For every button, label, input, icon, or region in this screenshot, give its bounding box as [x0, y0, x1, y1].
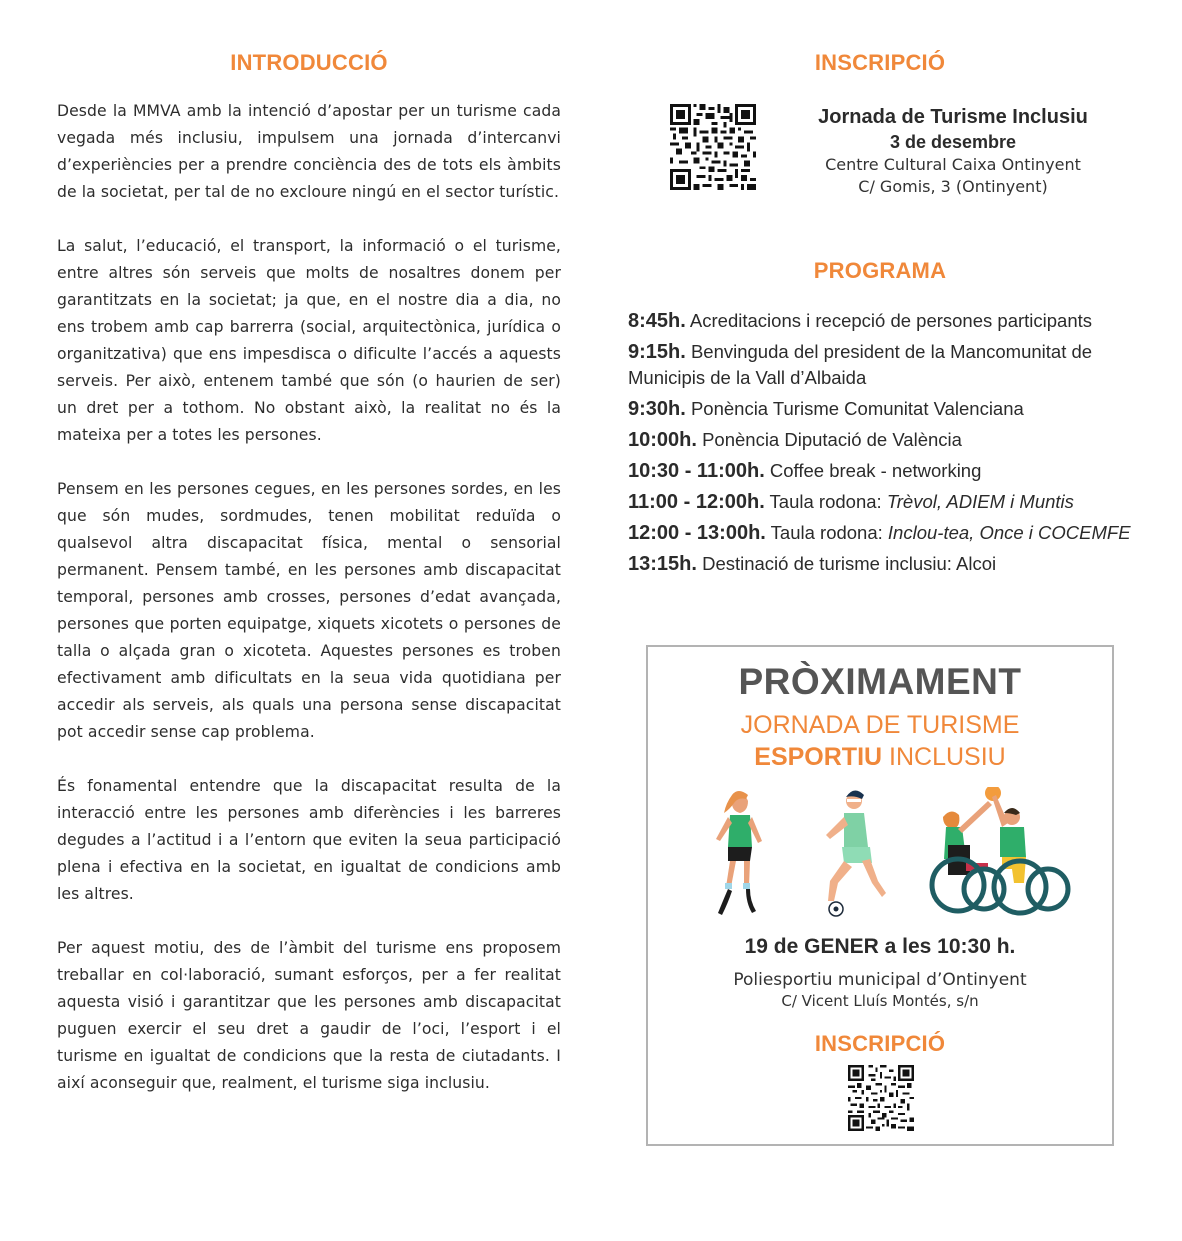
qr-code-icon[interactable] [670, 104, 756, 190]
upcoming-subtitle [648, 709, 1112, 773]
upcoming-title: PRÒXIMAMENT [738, 661, 1022, 702]
program-text: Taula rodona: [765, 522, 888, 543]
program-item [628, 458, 1132, 484]
upcoming-address: C/ Vicent Lluís Montés, s/n [781, 992, 979, 1010]
program-participants: Trèvol, ADIEM i Muntis [886, 491, 1074, 512]
upcoming-subtitle-line1: JORNADA DE TURISME [740, 711, 1020, 739]
upcoming-event-box [646, 645, 1114, 1146]
intro-paragraph: És fonamental entendre que la discapacitat resulta de la interacció entre les persones amb diferències i les barreres degudes a l’actitud i a l’entorn que eviten la seua participació plena i efectiva en la societat, en igualtat de condicions amb les altres. [57, 777, 561, 903]
inscription-block [628, 106, 1132, 206]
program-text: Ponència Diputació de València [696, 429, 962, 450]
upcoming-subtitle-rest: INCLUSIU [882, 743, 1006, 771]
program-time: 10:00h. [628, 429, 697, 451]
upcoming-inscription-heading: INSCRIPCIÓ [814, 1031, 946, 1056]
upcoming-date: 19 de GENER a les 10:30 h. [744, 935, 1016, 958]
upcoming-subtitle-bold: ESPORTIU [754, 743, 883, 771]
program-time: 11:00 - 12:00h. [628, 491, 765, 513]
program-time: 9:15h. [628, 341, 686, 363]
program-time: 8:45h. [628, 310, 686, 332]
program-item [628, 339, 1132, 391]
runner-icon [716, 791, 762, 915]
program-text: Destinació de turisme inclusiu: Alcoi [696, 553, 997, 574]
soccer-player-icon [826, 790, 886, 916]
para-athletes-illustration [648, 787, 1112, 917]
event-title: Jornada de Turisme Inclusiu [818, 106, 1088, 128]
program-item [628, 427, 1132, 453]
qr-code-icon[interactable] [848, 1065, 914, 1131]
program-list [628, 308, 1132, 577]
program-participants: Inclou-tea, Once i COCEMFE [887, 522, 1131, 543]
program-text: Ponència Turisme Comunitat Valenciana [685, 398, 1024, 419]
introduction-heading: INTRODUCCIÓ [230, 50, 388, 75]
program-time: 12:00 - 13:00h. [628, 522, 766, 544]
program-item [628, 489, 1132, 515]
program-item [628, 396, 1132, 422]
event-address: C/ Gomis, 3 (Ontinyent) [858, 177, 1048, 196]
intro-paragraph: La salut, l’educació, el transport, la informació o el turisme, entre altres són serveis que molts de nosaltres donem per garantitzats en la societat; ja que, en el nostre dia a dia, no ens trobem amb cap barrerra (social, arquitectònica, jurídica o organitzativa) que ens impesdisca o dificulte l’accés a aquests serveis. Per això, entenem també que són (o haurien de ser) un dret per a tothom. No obstant això, la realitat no és la mateixa per a totes les persones. [57, 237, 561, 444]
intro-paragraph: Per aquest motiu, des de l’àmbit del turisme ens proposem treballar en col·laboració, sumant esforços, per a fer realitat aquesta visió i garantitzar que les persones amb discapacitat puguen exercir el seu dret a gaudir de l’oci, l’esport i el turisme en igualtat de condicions que la resta de ciutadants. I així aconseguir que, realment, el turisme siga inclusiu. [57, 939, 561, 1092]
program-text: Coffee break - networking [764, 460, 982, 481]
program-text: Acreditacions i recepció de persones participants [685, 310, 1093, 331]
intro-paragraph: Desde la MMVA amb la intenció d’apostar per un turisme cada vegada més inclusiu, impulsem una jornada d’intercanvi d’experiències per a prendre conciència des de tots els àmbits de la societat, per tal de no excloure ningú en el sector turístic. [57, 102, 561, 201]
program-heading: PROGRAMA [813, 258, 947, 283]
program-time: 13:15h. [628, 553, 697, 575]
program-item [628, 308, 1132, 334]
event-venue: Centre Cultural Caixa Ontinyent [825, 155, 1081, 174]
wheelchair-basketball-icon [932, 787, 1068, 913]
program-text: Taula rodona: [764, 491, 887, 512]
upcoming-venue: Poliesportiu municipal d’Ontinyent [733, 970, 1027, 990]
intro-paragraph: Pensem en les persones cegues, en les persones sordes, en les que són mudes, sordmudes, tenen mobilitat reduïda o qualsevol altra discapacitat física, mental o sensorial permanent. Pensem també, en les persones amb discapacitat temporal, persones amb crosses, persones d’edat avançada, persones que porten equipatge, xiquets xicotets o persones de talla o alçada gran o xicoteta. Aquestes persones es troben efectivament amb dificultats en la seua vida quotidiana per accedir als serveis, als quals una persona sense discapacitat pot accedir sense cap problema. [57, 480, 561, 741]
program-time: 9:30h. [628, 398, 686, 420]
program-time: 10:30 - 11:00h. [628, 460, 765, 482]
program-item [628, 520, 1132, 546]
program-text: Benvinguda del president de la Mancomunitat de Municipis de la Vall d’Albaida [628, 341, 1093, 388]
inscription-heading: INSCRIPCIÓ [814, 50, 946, 75]
inscription-program-section [628, 50, 1132, 593]
program-item [628, 551, 1132, 577]
event-date: 3 de desembre [889, 132, 1017, 152]
introduction-section [57, 50, 561, 1097]
